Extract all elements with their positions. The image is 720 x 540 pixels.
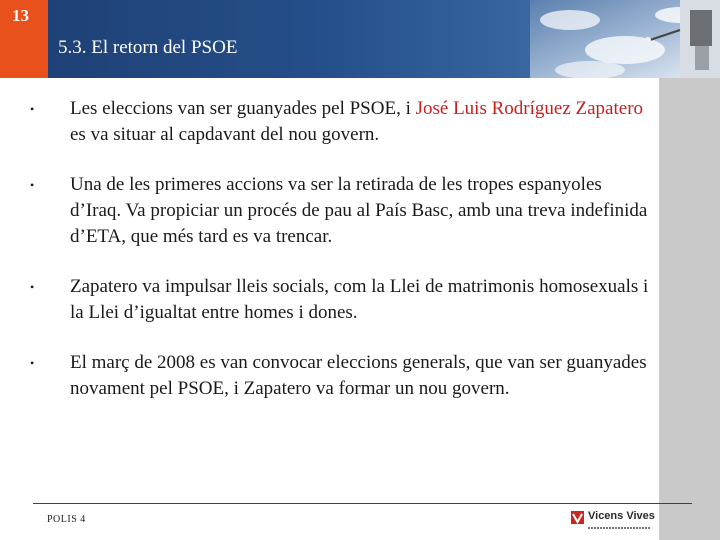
slide-content: [28, 96, 652, 402]
bullet-text: El març de 2008 es van convocar eleccions generals, que van ser guanyades novament pel PSOE, i Zapatero va formar un nou govern.: [70, 352, 647, 399]
bullet-item: [28, 96, 652, 148]
bullet-text: Zapatero va impulsar lleis socials, com la Llei de matrimonis homosexuals i la Llei d’igualtat entre homes i dones.: [70, 276, 649, 323]
bullet-text: Una de les primeres accions va ser la retirada de les tropes espanyoles d’Iraq. Va propiciar un procés de pau al País Basc, amb una treva indefinida d’ETA, que més tard es va trencar.: [70, 174, 648, 247]
slide-header: [0, 0, 720, 78]
bullet-icon: •: [30, 280, 35, 294]
right-sidebar-bar: [659, 78, 720, 540]
bullet-icon: •: [30, 102, 35, 116]
bullet-item: [28, 172, 652, 250]
space-station-photo-icon: [530, 0, 720, 78]
bullet-text: Les eleccions van ser guanyades pel PSOE, i: [70, 98, 416, 119]
footer-divider: [33, 503, 692, 504]
vicens-vives-logo-icon: [571, 511, 584, 524]
slide-title: 5.3. El retorn del PSOE: [58, 37, 238, 58]
publisher-logo: [571, 508, 655, 534]
logo-text: Vicens Vives: [588, 510, 655, 522]
bullet-icon: •: [30, 178, 35, 192]
highlighted-name: José Luis Rodríguez Zapatero: [415, 98, 644, 119]
bullet-item: [28, 350, 652, 402]
slide-number: 13: [0, 0, 48, 78]
bullet-text: es va situar al capdavant del nou govern.: [70, 124, 380, 145]
bullet-icon: •: [30, 356, 35, 370]
logo-underline: [588, 527, 650, 529]
footer-label: POLIS 4: [47, 514, 86, 525]
bullet-item: [28, 274, 652, 326]
